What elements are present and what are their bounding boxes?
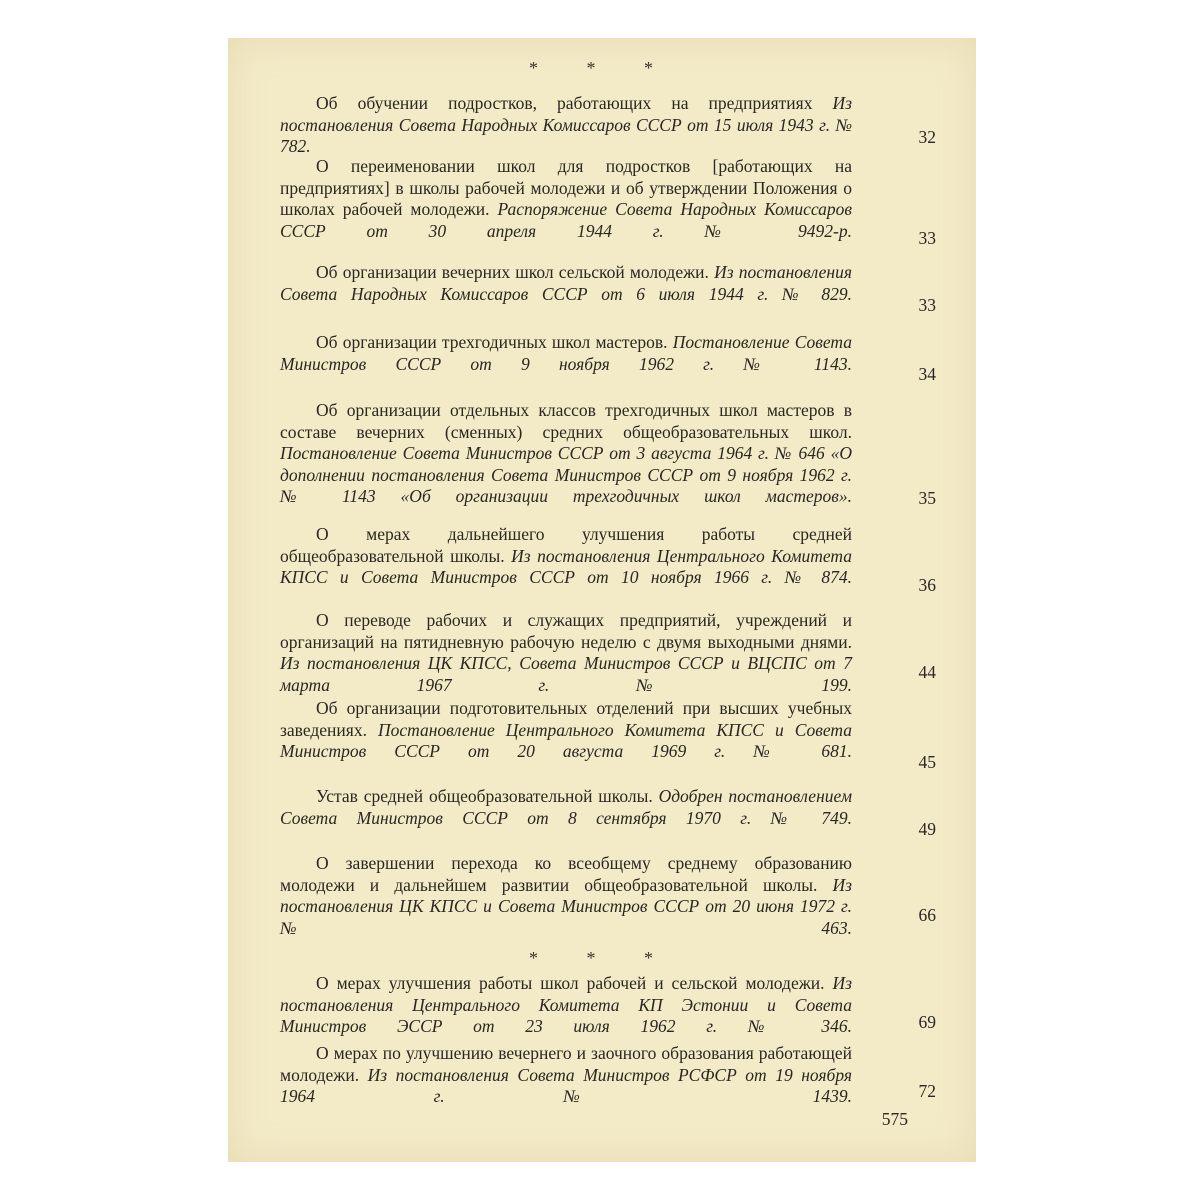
toc-entry: О переводе рабочих и служащих предприятий, учреждений и организаций на пятидневную рабочую неделю с двумя выходными днями. Из постановления ЦК КПСС, Совета Министров СССР и ВЦСПС от 7 марта 1967 г. № 199. [280, 610, 852, 695]
toc-page-number: 72 [918, 1081, 936, 1101]
toc-page-number: 36 [918, 575, 936, 595]
toc-page-number: 45 [918, 752, 936, 772]
section-separator-middle: * * * [529, 948, 675, 968]
toc-entry: О мерах дальнейшего улучшения работы средней общеобразовательной школы. Из постановления Центрального Комитета КПСС и Совета Министров СССР от 10 ноября 1966 г. № 874. [280, 524, 853, 588]
toc-page-number: 32 [918, 127, 936, 147]
toc-page-number: 66 [918, 905, 936, 925]
toc-page-number: 69 [918, 1012, 936, 1032]
toc-entry: Устав средней общеобразовательной школы. Одобрен постановлением Совета Министров СССР от 8 сентября 1970 г. № 749. [280, 786, 853, 828]
document-page [228, 38, 976, 1162]
toc-entry: Об организации вечерних школ сельской молодежи. Из постановления Совета Народных Комиссаров СССР от 6 июля 1944 г. № 829. [280, 262, 852, 304]
toc-entry: Об организации трехгодичных школ мастеров. Постановление Совета Министров СССР от 9 ноября 1962 г. № 1143. [280, 332, 852, 374]
page-number: 575 [881, 1109, 908, 1129]
toc-page-number: 33 [918, 295, 936, 315]
toc-entry: О мерах улучшения работы школ рабочей и сельской молодежи. Из постановления Центрального Комитета КП Эстонии и Совета Министров ЭССР от 23 июля 1962 г. № 346. [280, 973, 853, 1037]
toc-entry: Об организации подготовительных отделений при высших учебных заведениях. Постановление Центрального Комитета КПСС и Совета Министров СССР от 20 августа 1969 г. № 681. [280, 698, 853, 762]
toc-entry: Об обучении подростков, работающих на предприятиях Из постановления Совета Народных Комиссаров СССР от 15 июля 1943 г. № 782. [280, 93, 852, 157]
toc-entry: О переименовании школ для подростков [работающих на предприятиях] в школы рабочей молодежи и об утверждении Положения о школах рабочей молодежи. Распоряжение Совета Народных Комиссаров СССР от 30 апреля 1944 г. № 9492-р. [280, 156, 852, 241]
toc-page-number: 49 [918, 819, 936, 839]
section-separator-top: * * * [529, 58, 675, 78]
toc-page-number: 44 [918, 662, 936, 682]
toc-page-number: 35 [918, 488, 936, 508]
toc-page-number: 33 [918, 228, 936, 248]
toc-entry: О мерах по улучшению вечернего и заочного образования работающей молодежи. Из постановления Совета Министров РСФСР от 19 ноября 1964 г. № 1439. [280, 1043, 853, 1107]
toc-entry: О завершении перехода ко всеобщему среднему образованию молодежи и дальнейшем развитии общеобразовательной школы. Из постановления ЦК КПСС и Совета Министров СССР от 20 июня 1972 г. № 463. [280, 853, 852, 938]
toc-entry: Об организации отдельных классов трехгодичных школ мастеров в составе вечерних (сменных) средних общеобразовательных школ. Постановление Совета Министров СССР от 3 августа 1964 г. № 646 «О дополнении постановления Совета Министров СССР от 9 ноября 1962 г. № 1143 «Об организации трехгодичных школ мастеров». [280, 400, 852, 507]
toc-page-number: 34 [918, 364, 936, 384]
